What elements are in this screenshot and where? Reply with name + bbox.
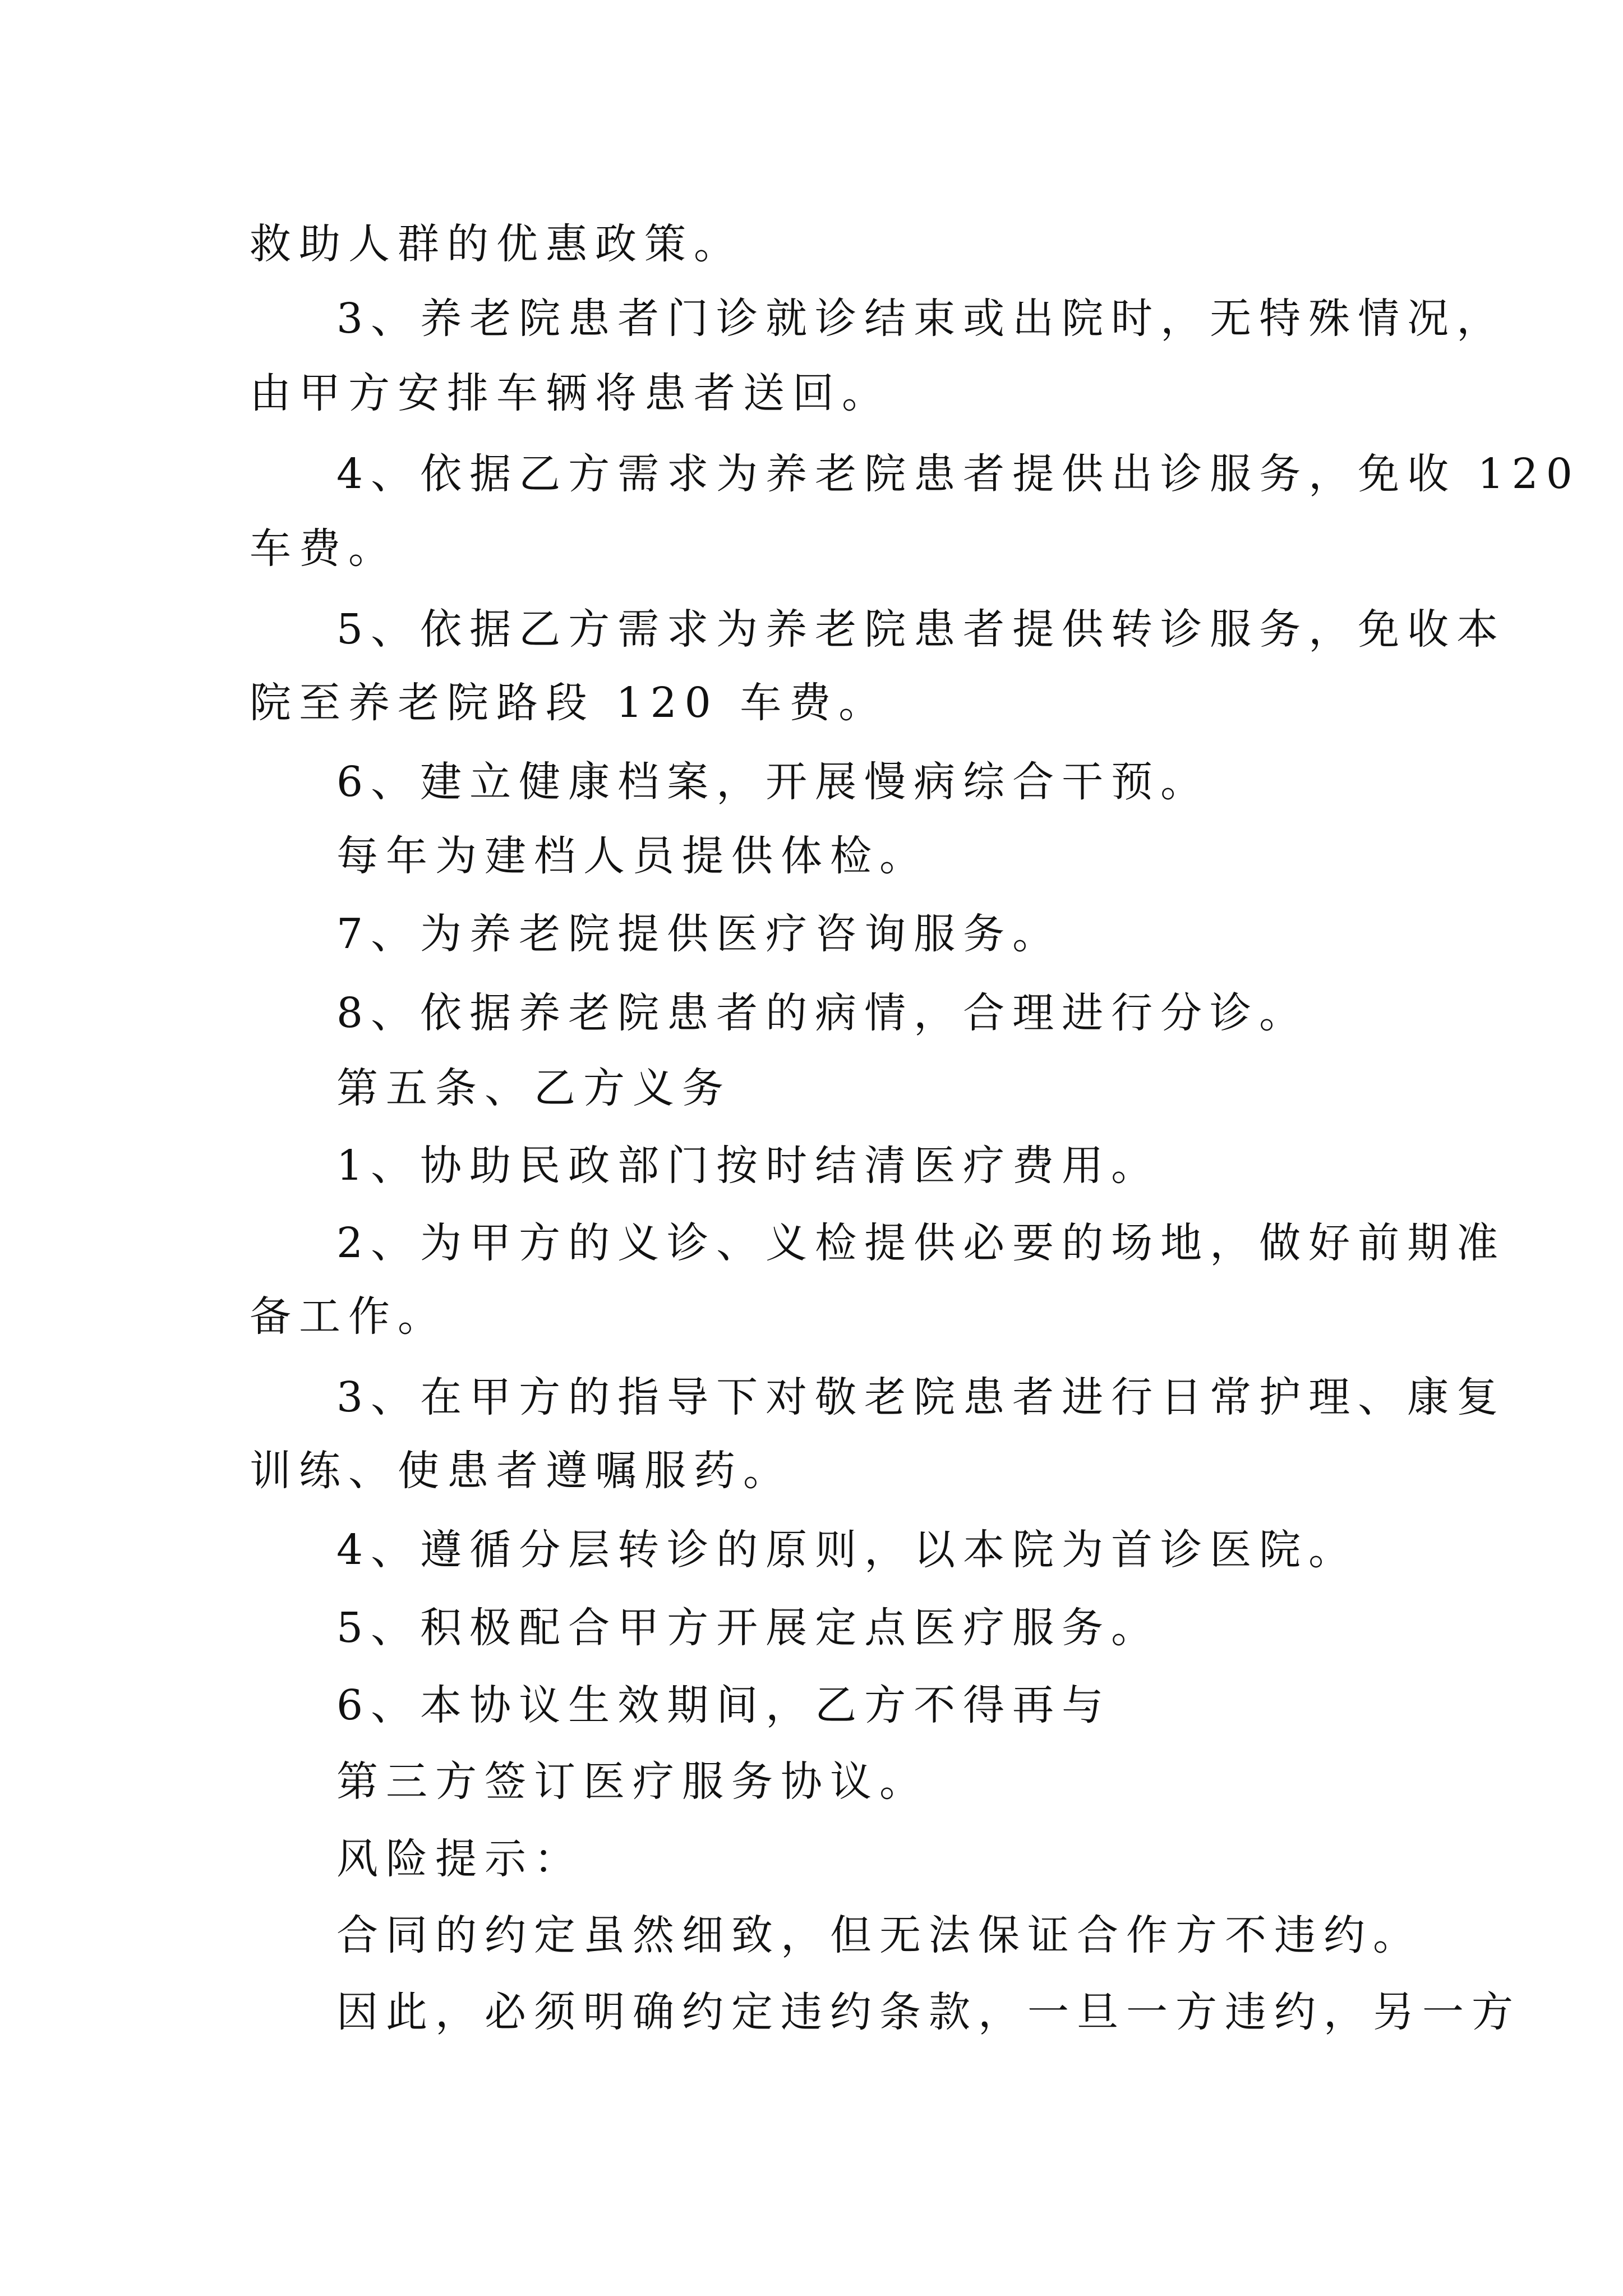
text-line: 3、在甲方的指导下对敬老院患者进行日常护理、康复 bbox=[336, 1373, 1506, 1421]
text-line: 6、建立健康档案，开展慢病综合干预。 bbox=[336, 758, 1210, 806]
text-line: 5、依据乙方需求为养老院患者提供转诊服务，免收本 bbox=[336, 605, 1506, 654]
text-line: 4、依据乙方需求为养老院患者提供出诊服务，免收 120 bbox=[336, 450, 1580, 498]
text-line: 第三方签订医疗服务协议。 bbox=[336, 1757, 929, 1806]
text-line: 合同的约定虽然细致，但无法保证合作方不违约。 bbox=[336, 1911, 1422, 1959]
text-line: 车费。 bbox=[250, 524, 398, 573]
text-line: 4、遵循分层转诊的原则，以本院为首诊医院。 bbox=[336, 1526, 1358, 1574]
text-line: 6、本协议生效期间，乙方不得再与 bbox=[336, 1681, 1112, 1729]
text-line: 3、养老院患者门诊就诊结束或出院时，无特殊情况， bbox=[336, 295, 1506, 343]
text-line: 院至养老院路段 120 车费。 bbox=[250, 679, 888, 727]
text-line: 1、协助民政部门按时结清医疗费用。 bbox=[336, 1142, 1161, 1190]
text-line: 因此，必须明确约定违约条款，一旦一方违约，另一方 bbox=[336, 1988, 1521, 2036]
risk-heading: 风险提示： bbox=[336, 1835, 583, 1883]
text-line: 备工作。 bbox=[250, 1292, 447, 1341]
text-line: 7、为养老院提供医疗咨询服务。 bbox=[336, 910, 1062, 958]
text-line: 每年为建档人员提供体检。 bbox=[336, 832, 929, 880]
text-line: 由甲方安排车辆将患者送回。 bbox=[250, 369, 891, 417]
text-line: 2、为甲方的义诊、义检提供必要的场地，做好前期准 bbox=[336, 1219, 1506, 1267]
text-line: 训练、使患者遵嘱服药。 bbox=[250, 1447, 792, 1495]
text-line: 救助人群的优惠政策。 bbox=[250, 220, 743, 268]
text-line: 8、依据养老院患者的病情，合理进行分诊。 bbox=[336, 989, 1309, 1037]
text-line: 5、积极配合甲方开展定点医疗服务。 bbox=[336, 1604, 1161, 1652]
section-heading: 第五条、乙方义务 bbox=[336, 1064, 731, 1112]
